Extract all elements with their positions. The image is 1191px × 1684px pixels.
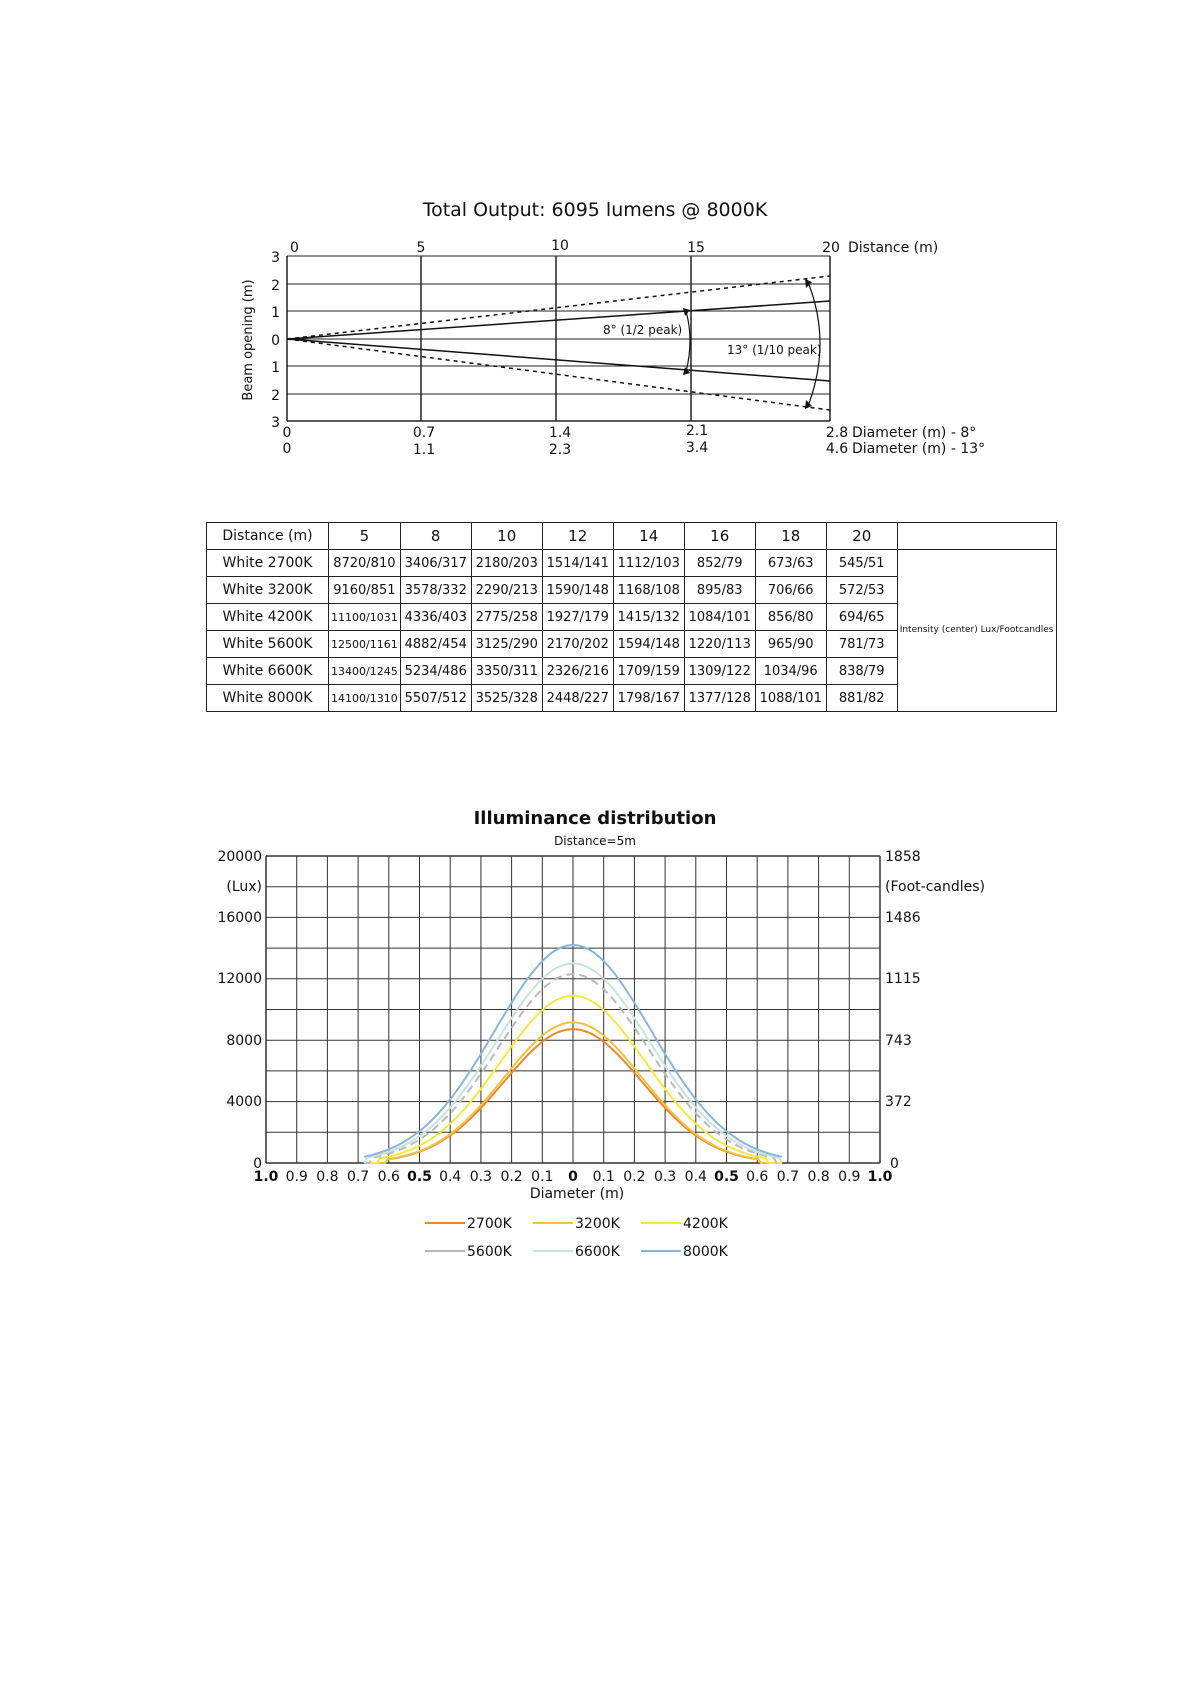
diameter-13-label: Diameter (m) - 13° (852, 441, 986, 457)
table-cell: 965/90 (755, 631, 826, 658)
x-tick-label: 0.8 (316, 1169, 339, 1185)
diameter-13-value: 2.3 (548, 442, 572, 458)
table-cell: 14100/1310 (329, 685, 401, 712)
table-cell: 3525/328 (471, 685, 542, 712)
table-cell: 3406/317 (400, 550, 471, 577)
x-tick-label: 1.0 (867, 1169, 893, 1185)
diameter-8-value: 0.7 (412, 425, 436, 441)
half-peak-line-upper (287, 301, 830, 339)
legend-label: 5600K (467, 1244, 512, 1260)
legend-item-2700K (425, 1216, 513, 1232)
table-header-cell: 12 (542, 523, 613, 550)
x-tick-label: 0.7 (346, 1169, 370, 1185)
table-cell: 881/82 (826, 685, 897, 712)
y-tick-right: 1486 (885, 910, 921, 926)
diameter-13-value: 1.1 (412, 442, 436, 458)
beam-chart (0, 180, 1191, 470)
x-tick-label: 0.9 (285, 1169, 308, 1185)
table-cell: 5234/486 (400, 658, 471, 685)
table-cell: 1084/101 (684, 604, 755, 631)
table-header-row (207, 523, 1057, 550)
x-tick-label: 0.3 (653, 1169, 677, 1185)
table-cell: 11100/1031 (329, 604, 401, 631)
table-cell: 5507/512 (400, 685, 471, 712)
table-cell: 2448/227 (542, 685, 613, 712)
x-tick-label: 0.1 (592, 1169, 615, 1185)
x-tick-label: 0.3 (469, 1169, 493, 1185)
half-peak-label: 8° (1/2 peak) (603, 323, 683, 337)
table-row-label: White 3200K (207, 577, 329, 604)
beam-y-axis-label: Beam opening (m) (241, 279, 256, 401)
table-cell: 1514/141 (542, 550, 613, 577)
table-header-blank (897, 523, 1056, 550)
table-row-label: White 8000K (207, 685, 329, 712)
beam-y-tick: 3 (271, 250, 280, 266)
table-cell: 1709/159 (613, 658, 684, 685)
beam-y-tick: 1 (271, 360, 280, 376)
x-tick-label: 0.4 (439, 1169, 462, 1185)
diameter-8-value: 0 (282, 425, 292, 441)
diameter-13-value: 3.4 (685, 440, 709, 456)
x-tick-label: 0.2 (500, 1169, 523, 1185)
table-row-label: White 6600K (207, 658, 329, 685)
table-header-cell: 20 (826, 523, 897, 550)
table-cell: 3350/311 (471, 658, 542, 685)
beam-y-tick: 1 (271, 305, 280, 321)
table-cell: 1415/132 (613, 604, 684, 631)
y-axis-label-right: (Foot-candles) (885, 879, 985, 895)
distance-axis-label: Distance (m) (848, 240, 939, 256)
diameter-13-value: 4.6 (825, 441, 849, 457)
table-cell: 856/80 (755, 604, 826, 631)
table-cell: 2180/203 (471, 550, 542, 577)
table-cell: 4882/454 (400, 631, 471, 658)
table-cell: 545/51 (826, 550, 897, 577)
x-tick-label: 0.5 (407, 1169, 432, 1185)
table-cell: 852/79 (684, 550, 755, 577)
table-cell: 673/63 (755, 550, 826, 577)
table-header-cell: 5 (329, 523, 401, 550)
illuminance-grid (266, 856, 880, 1163)
table-cell: 838/79 (826, 658, 897, 685)
x-tick-label: 0.6 (377, 1169, 400, 1185)
x-tick-label: 0.2 (623, 1169, 646, 1185)
intensity-table (206, 522, 1057, 712)
beam-grid-horizontal (287, 256, 830, 421)
table-cell: 13400/1245 (329, 658, 401, 685)
y-tick-right: 372 (885, 1094, 912, 1110)
legend-label: 6600K (575, 1244, 620, 1260)
illuminance-x-ticks (254, 1169, 893, 1185)
table-cell: 1168/108 (613, 577, 684, 604)
table-header-cell: 18 (755, 523, 826, 550)
table-cell: 572/53 (826, 577, 897, 604)
table-header-cell: 10 (471, 523, 542, 550)
y-tick-left: 20000 (217, 849, 262, 865)
table-row-label: White 5600K (207, 631, 329, 658)
table-header-label: Distance (m) (207, 523, 329, 550)
x-tick-label: 0.1 (531, 1169, 554, 1185)
table-cell: 1798/167 (613, 685, 684, 712)
x-tick-label: 1.0 (253, 1169, 279, 1185)
table-cell: 1088/101 (755, 685, 826, 712)
table-cell: 4336/403 (400, 604, 471, 631)
table-row-label: White 4200K (207, 604, 329, 631)
table-cell: 1034/96 (755, 658, 826, 685)
table-cell: 3125/290 (471, 631, 542, 658)
table-cell: 3578/332 (400, 577, 471, 604)
x-tick-label: 0.8 (807, 1169, 830, 1185)
table-cell: 2290/213 (471, 577, 542, 604)
table-cell: 694/65 (826, 604, 897, 631)
y-tick-left: 12000 (217, 971, 262, 987)
distance-tick: 10 (551, 238, 569, 254)
table-header-cell: 8 (400, 523, 471, 550)
table-cell: 2775/258 (471, 604, 542, 631)
table-cell: 1309/122 (684, 658, 755, 685)
table-cell: 12500/1161 (329, 631, 401, 658)
y-tick-left: 8000 (226, 1033, 262, 1049)
distance-tick: 0 (290, 240, 299, 256)
legend-item-8000K (641, 1244, 729, 1260)
y-tick-right: 1115 (885, 971, 921, 987)
y-tick-left: 0 (253, 1156, 262, 1172)
table-cell: 706/66 (755, 577, 826, 604)
y-tick-right: 1858 (885, 849, 921, 865)
tenth-peak-line-upper (287, 276, 830, 339)
table-row-label: White 2700K (207, 550, 329, 577)
y-tick-left: 16000 (217, 910, 262, 926)
beam-y-tick: 2 (271, 388, 280, 404)
table-header-cell: 14 (613, 523, 684, 550)
table-cell: 1927/179 (542, 604, 613, 631)
half-peak-arc (686, 311, 690, 372)
table-cell: 1590/148 (542, 577, 613, 604)
table-cell: 8720/810 (329, 550, 401, 577)
illuminance-chart (0, 795, 1191, 1275)
table-cell: 1112/103 (613, 550, 684, 577)
table-cell: 1377/128 (684, 685, 755, 712)
tenth-peak-label: 13° (1/10 peak) (727, 343, 822, 357)
legend-label: 3200K (575, 1216, 620, 1232)
distance-tick: 20 (822, 240, 840, 256)
distance-tick: 5 (416, 240, 426, 256)
legend-item-3200K (533, 1216, 621, 1232)
legend-label: 8000K (683, 1244, 728, 1260)
legend-item-6600K (533, 1244, 621, 1260)
legend-item-5600K (425, 1244, 513, 1260)
table-header-cell: 16 (684, 523, 755, 550)
legend-label: 2700K (467, 1216, 512, 1232)
x-tick-label: 0.6 (746, 1169, 769, 1185)
beam-y-tick: 2 (271, 278, 280, 294)
beam-y-tick: 0 (271, 333, 280, 349)
table-cell: 2326/216 (542, 658, 613, 685)
table-cell: 1220/113 (684, 631, 755, 658)
diameter-8-value: 1.4 (548, 425, 572, 441)
table-cell: 2170/202 (542, 631, 613, 658)
diameter-8-value: 2.1 (685, 423, 709, 439)
distance-tick: 15 (687, 240, 705, 256)
x-tick-label: 0.7 (776, 1169, 800, 1185)
x-tick-label: 0 (568, 1169, 578, 1185)
beam-chart-title: Total Output: 6095 lumens @ 8000K (422, 199, 768, 221)
table-cell: 895/83 (684, 577, 755, 604)
diameter-8-value: 2.8 (825, 425, 849, 441)
x-tick-label: 0.5 (714, 1169, 739, 1185)
x-tick-label: 0.4 (684, 1169, 707, 1185)
table-cell: 9160/851 (329, 577, 401, 604)
table-row (207, 550, 1057, 577)
y-tick-left: 4000 (226, 1094, 262, 1110)
beam-y-tick: 3 (271, 415, 280, 431)
y-tick-right: 0 (890, 1156, 899, 1172)
y-tick-right: 743 (885, 1033, 912, 1049)
table-note: Intensity (center) Lux/Footcandles (897, 550, 1056, 712)
x-tick-label: 0.9 (838, 1169, 861, 1185)
legend-item-4200K (641, 1216, 729, 1232)
y-axis-label-left: (Lux) (226, 879, 262, 895)
illuminance-chart-title: Illuminance distribution (473, 808, 717, 829)
illuminance-chart-subtitle: Distance=5m (554, 834, 636, 848)
legend-label: 4200K (683, 1216, 728, 1232)
table-cell: 781/73 (826, 631, 897, 658)
diameter-8-label: Diameter (m) - 8° (852, 425, 977, 441)
table-cell: 1594/148 (613, 631, 684, 658)
legend (425, 1216, 729, 1260)
x-axis-label: Diameter (m) (529, 1186, 625, 1202)
diameter-13-value: 0 (282, 441, 292, 457)
